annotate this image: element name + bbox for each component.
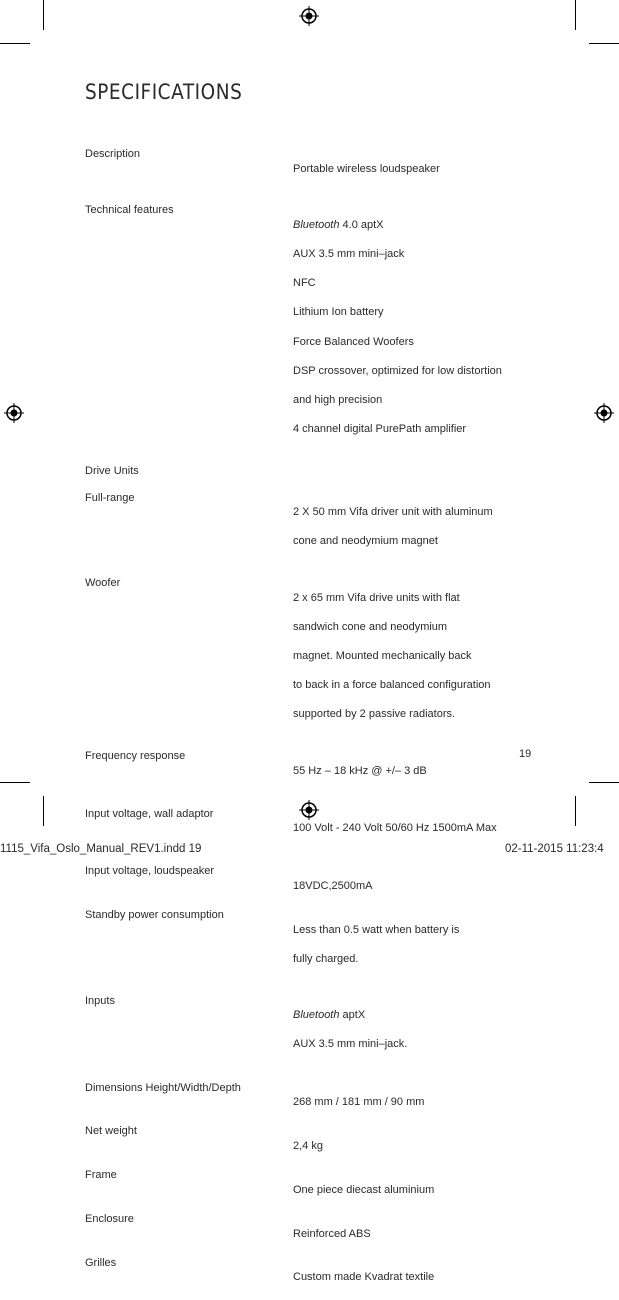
spec-label: Input voltage, wall adaptor [85,807,214,820]
spec-row-drive-units [85,464,545,479]
crop-mark-bottom-right-v [575,796,576,826]
spec-value: 18VDC,2500mA [293,880,373,893]
spec-value: Reinforced ABS [293,1227,371,1240]
spec-label: Standby power consumption [85,909,224,922]
crop-mark-top-right-h [589,43,619,44]
page-number: 19 [519,748,532,760]
spec-row-technical-features [85,203,545,451]
spec-row-full-range [85,491,545,564]
spec-value: Bluetooth aptX AUX 3.5 mm mini–jack. [293,1009,408,1051]
spec-label: Input voltage, loudspeaker [85,865,215,878]
print-slug-filename: 1115_Vifa_Oslo_Manual_REV1.indd 19 [0,843,202,855]
spec-label: Frequency response [85,749,186,762]
spec-label: Dimensions Height/Width/Depth [85,1081,241,1094]
print-slug-date: 02-11-2015 11:23:4 [505,843,604,855]
spec-value: 55 Hz – 18 kHz @ +/– 3 dB [293,764,427,777]
spec-row-description [85,147,545,191]
spec-label: Description [85,148,141,160]
spec-value: 2 x 65 mm Vifa drive units with flat sandwich cone and neodymium magnet. Mounted mechanically back to back in a force balanced configuration supported by 2 passive radiators. [293,591,491,721]
spec-value: 100 Volt - 240 Volt 50/60 Hz 1500mA Max [293,822,497,835]
spec-value: Custom made Kvadrat textile [293,1271,435,1284]
spec-value: 2,4 kg [293,1139,323,1152]
crop-mark-top-left-v [43,0,44,30]
spec-label: Frame [85,1169,117,1182]
spec-row-dimensions [85,1081,545,1125]
specifications-table [85,147,545,1300]
spec-value: Portable wireless loudspeaker [293,162,440,175]
spec-label: Drive Units [85,464,139,477]
spec-label: Technical features [85,204,174,217]
spec-value: 268 mm / 181 mm / 90 mm [293,1096,425,1109]
crop-mark-bottom-right-h [589,782,619,783]
spec-label: Net weight [85,1125,137,1138]
crop-mark-top-right-v [575,0,576,30]
spec-row-enclosure [85,1212,545,1256]
spec-row-standby-power [85,908,545,981]
spec-row-frequency-response [85,749,545,793]
spec-label: Inputs [85,994,115,1007]
spec-row-grilles [85,1256,545,1300]
spec-value: 2 X 50 mm Vifa driver unit with aluminum cone and neodymium magnet [293,506,493,548]
spec-label: Grilles [85,1256,117,1269]
spec-label: Enclosure [85,1212,134,1225]
spec-row-frame [85,1168,545,1212]
crop-mark-top-left-h [0,43,30,44]
spec-value: Bluetooth 4.0 aptX AUX 3.5 mm mini–jack NFC Lithium Ion battery Force Balanced Woofers DSP crossover, optimized for low distortion and high precision 4 channel digital PurePath amplifier [293,218,502,436]
spec-value [293,464,545,479]
spec-row-inputs [85,994,545,1067]
spec-row-net-weight [85,1124,545,1168]
spec-label: Woofer [85,577,121,589]
registration-mark-icon [299,6,319,26]
spec-value: Less than 0.5 watt when battery is fully charged. [293,923,460,966]
spec-row-input-voltage-loudspeaker [85,864,545,908]
crop-mark-bottom-left-v [43,796,44,826]
spec-row-woofer [85,576,545,737]
crop-mark-bottom-left-h [0,782,30,783]
registration-mark-icon [594,403,614,423]
spec-label: Full-range [85,491,135,504]
registration-mark-icon [4,403,24,423]
page-title: SPECIFICATIONS [85,80,243,104]
spec-value: One piece diecast aluminium [293,1183,435,1196]
